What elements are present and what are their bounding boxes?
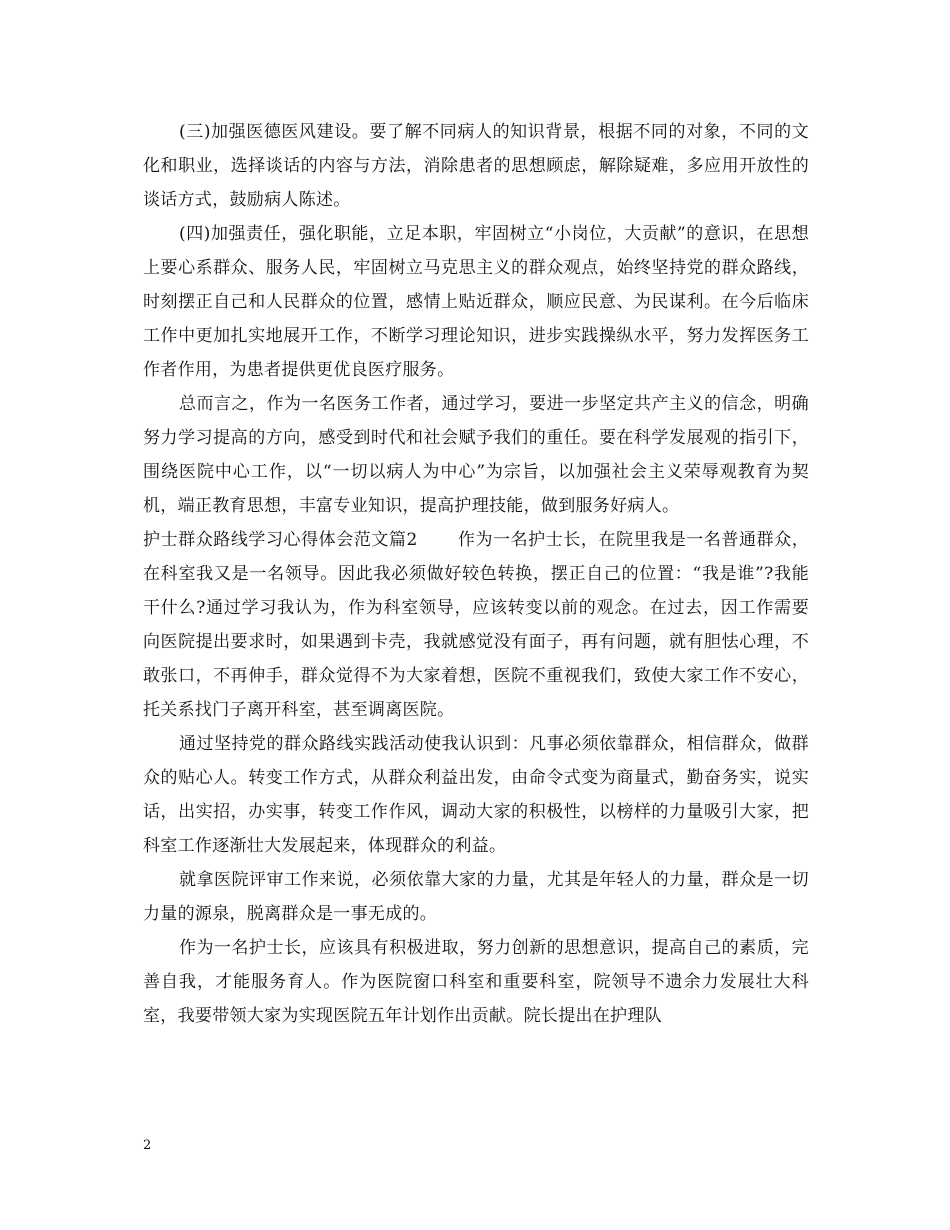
page-number: 2 — [143, 1138, 152, 1153]
paragraph-head-nurse: 作为一名护士长，应该具有积极进取，努力创新的思想意识，提高自己的素质，完善自我，才能服务育人。作为医院窗口科室和重要科室，院领导不遗余力发展壮大科室，我要带领大家为实现医院五年计划作出贡献。院长提出在护理队 — [143, 938, 809, 1026]
section-heading: 护士群众路线学习心得体会范文篇2 — [143, 530, 418, 550]
document-body — [143, 115, 809, 1033]
paragraph-summary: 总而言之，作为一名医务工作者，通过学习，要进一步坚定共产主义的信念，明确努力学习提高的方向，感受到时代和社会赋予我们的重任。要在科学发展观的指引下，围绕医院中心工作，以“一切以病人为中心”为宗旨，以加强社会主义荣辱观教育为契机，端正教育思想，丰富专业知识，提高护理技能，做到服务好病人。 — [143, 394, 809, 516]
paragraph-moral-conduct: (三)加强医德医风建设。要了解不同病人的知识背景，根据不同的对象，不同的文化和职业，选择谈话的内容与方法，消除患者的思想顾虑，解除疑难，多应用开放性的谈话方式，鼓励病人陈述。 — [143, 122, 809, 210]
section-intro-text: 作为一名护士长，在院里我是一名普通群众，在科室我又是一名领导。因此我必须做好较色转换，摆正自己的位置：“我是谁”?我能干什么?通过学习我认为，作为科室领导，应该转变以前的观念。在过去，因工作需要向医院提出要求时，如果遇到卡壳，我就感觉没有面子，再有问题，就有胆怯心理，不敢张口，不再伸手，群众觉得不为大家着想，医院不重视我们，致使大家工作不安心，托关系找门子离开科室，甚至调离医院。 — [143, 530, 809, 720]
paragraph-responsibility: (四)加强责任，强化职能，立足本职，牢固树立“小岗位，大贡献”的意识，在思想上要心系群众、服务人民，牢固树立马克思主义的群众观点，始终坚持党的群众路线，时刻摆正自己和人民群众的位置，感情上贴近群众，顺应民意、为民谋利。在今后临床工作中更加扎实地展开工作，不断学习理论知识，进步实践操纵水平，努力发挥医务工作者作用，为患者提供更优良医疗服务。 — [143, 224, 809, 380]
paragraph-mass-line: 通过坚持党的群众路线实践活动使我认识到：凡事必须依靠群众，相信群众，做群众的贴心人。转变工作方式，从群众利益出发，由命令式变为商量式，勤奋务实，说实话，出实招，办实事，转变工作作风，调动大家的积极性，以榜样的力量吸引大家，把科室工作逐渐壮大发展起来，体现群众的利益。 — [143, 734, 809, 856]
section-2-paragraph — [143, 523, 809, 727]
paragraph-hospital-review: 就拿医院评审工作来说，必须依靠大家的力量，尤其是年轻人的力量，群众是一切力量的源泉，脱离群众是一事无成的。 — [143, 870, 809, 924]
